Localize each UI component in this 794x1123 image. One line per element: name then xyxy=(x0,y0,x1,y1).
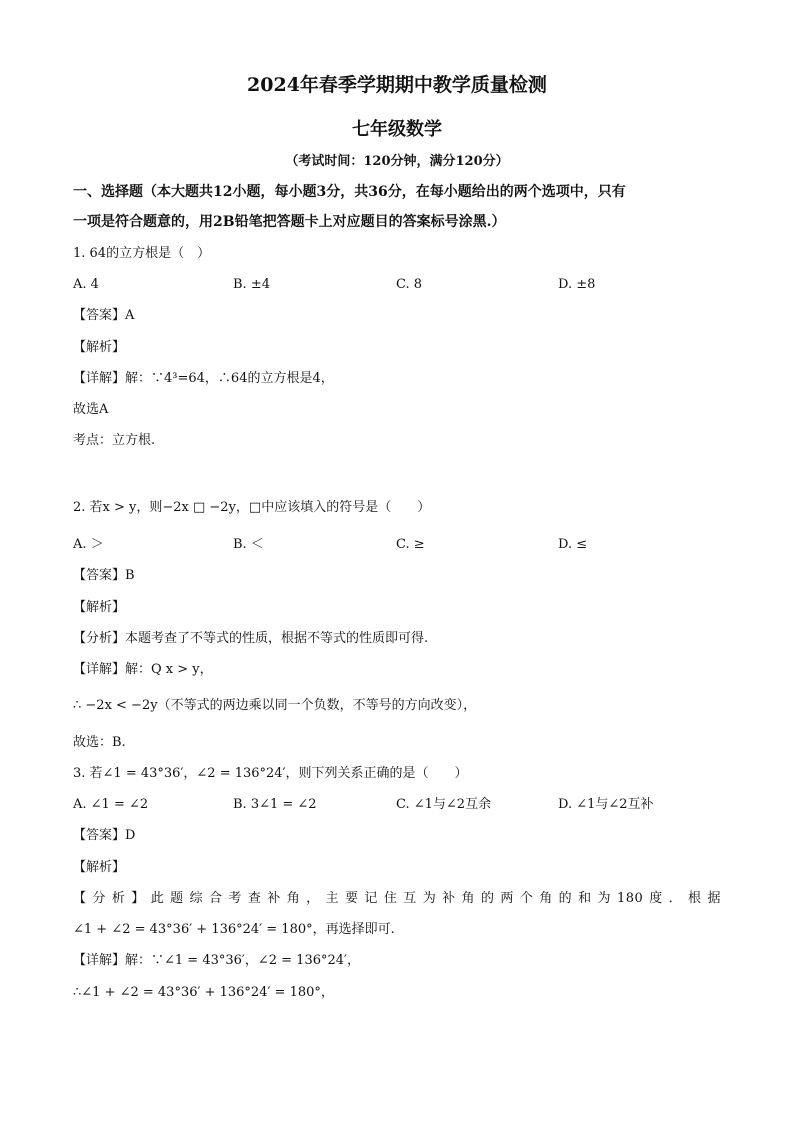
q2-option-a: A. ＞ xyxy=(73,537,104,552)
q1-detail: 【详解】解：∵4³=64，∴64的立方根是4， xyxy=(73,371,334,386)
q3-detail: 【详解】解：∵∠1 = 43°36′，∠2 = 136°24′， xyxy=(73,953,360,968)
q2-option-b: B. ＜ xyxy=(233,537,264,552)
q2-choose: 故选：B. xyxy=(73,735,126,750)
exam-title: 2024年春季学期期中教学质量检测 xyxy=(247,74,547,96)
q3-step: ∴∠1 + ∠2 = 43°36′ + 136°24′ = 180°， xyxy=(73,985,334,1000)
q2-stem: 2. 若x > y，则−2x □ −2y，□中应该填入的符号是（ ） xyxy=(73,500,431,515)
q1-option-a: A. 4 xyxy=(73,277,99,292)
q2-analysis-label: 【解析】 xyxy=(73,600,126,615)
q2-detail: 【详解】解：Q x > y， xyxy=(73,662,213,677)
q3-option-c: C. ∠1与∠2互余 xyxy=(396,797,492,812)
exam-subtitle: 七年级数学 xyxy=(352,119,442,140)
q1-answer: 【答案】A xyxy=(73,308,135,323)
q2-fenxi: 【分析】本题考查了不等式的性质，根据不等式的性质即可得. xyxy=(73,631,429,646)
q2-option-d: D. ≤ xyxy=(558,537,588,552)
q1-choose: 故选A xyxy=(73,402,109,417)
q1-analysis-label: 【解析】 xyxy=(73,340,126,355)
q1-option-c: C. 8 xyxy=(396,277,423,292)
section-heading-line2: 一项是符合题意的，用2B铅笔把答题卡上对应题目的答案标号涂黑.） xyxy=(73,214,506,230)
q3-answer: 【答案】D xyxy=(73,828,136,843)
q2-option-c: C. ≥ xyxy=(396,537,425,552)
q1-option-d: D. ±8 xyxy=(558,277,596,292)
q3-option-d: D. ∠1与∠2互补 xyxy=(558,797,654,812)
q3-option-a: A. ∠1 = ∠2 xyxy=(73,797,149,812)
section-heading-line1: 一、选择题（本大题共12小题，每小题3分，共36分，在每小题给出的两个选项中，只有 xyxy=(73,184,626,200)
q1-point: 考点：立方根. xyxy=(73,433,156,448)
q2-step: ∴ −2x < −2y（不等式的两边乘以同一个负数，不等号的方向改变）， xyxy=(73,698,477,713)
q2-answer: 【答案】B xyxy=(73,568,135,583)
q3-option-b: B. 3∠1 = ∠2 xyxy=(233,797,317,812)
exam-info: （考试时间：120分钟，满分120分） xyxy=(285,154,509,169)
q3-fenxi-formula: ∠1 + ∠2 = 43°36′ + 136°24′ = 180°，再选择即可. xyxy=(73,922,395,937)
q3-stem: 3. 若∠1 = 43°36′，∠2 = 136°24′，则下列关系正确的是（ ） xyxy=(73,766,468,781)
q3-analysis-label: 【解析】 xyxy=(73,860,126,875)
q1-stem: 1. 64的立方根是（ ） xyxy=(73,246,211,261)
q3-fenxi: 【分析】此题综合考查补角，主要记住互为补角的两个角的和为180度．根据 xyxy=(73,891,721,906)
q1-option-b: B. ±4 xyxy=(233,277,270,292)
